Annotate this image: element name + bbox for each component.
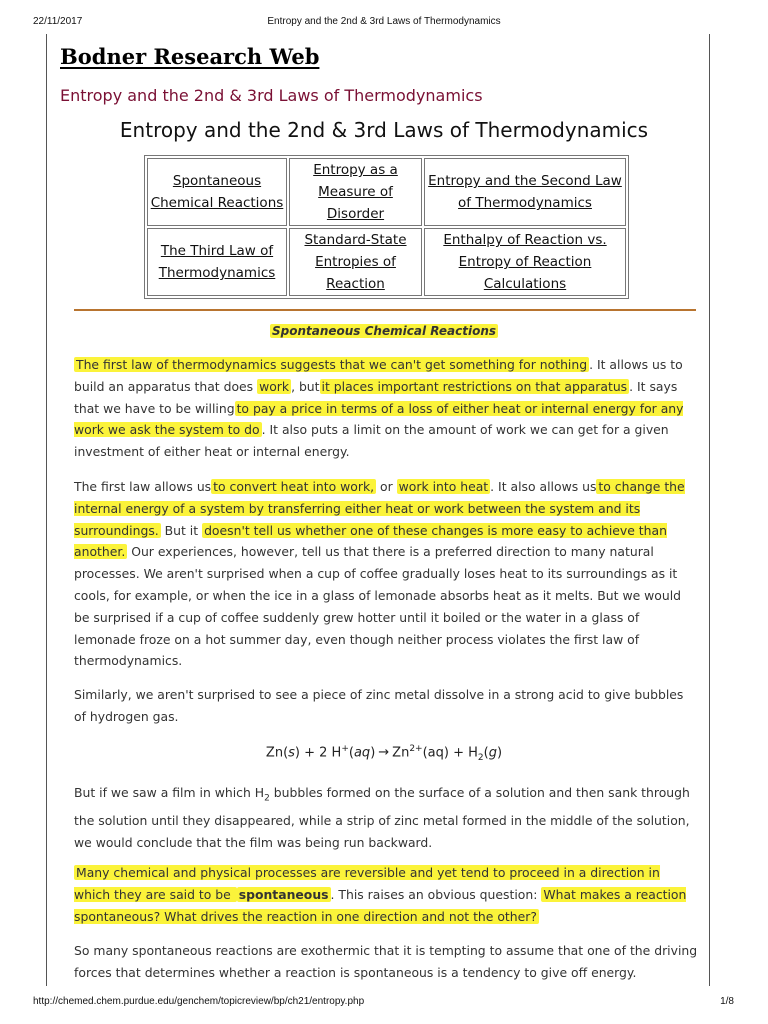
sub-heading <box>0 324 768 338</box>
paragraph-zinc-acid: Similarly, we aren't surprised to see a piece of zinc metal dissolve in a strong acid to give bubbles of hydrogen gas. <box>74 687 684 724</box>
page-frame-left <box>46 34 47 986</box>
chemical-equation: Zn(s) + 2 $H^+(aq) \to Zn^{2+}(aq) + H_2(g)$ <box>265 744 503 763</box>
nav-link-standard-state-entropies[interactable]: Standard-State Entropies of Reaction <box>289 228 422 296</box>
print-header <box>0 16 768 32</box>
section-title: Entropy and the 2nd & 3rd Laws of Thermodynamics <box>60 86 483 105</box>
nav-link-entropy-disorder[interactable]: Entropy as a Measure of Disorder <box>289 158 422 226</box>
nav-link-spontaneous-reactions[interactable]: Spontaneous Chemical Reactions <box>147 158 287 226</box>
print-title: Entropy and the 2nd & 3rd Laws of Thermodynamics <box>267 16 501 27</box>
nav-link-third-law[interactable]: The Third Law of Thermodynamics <box>147 228 287 296</box>
section-divider <box>74 309 696 311</box>
print-footer <box>0 996 768 1012</box>
print-date: 22/11/2017 <box>33 16 83 27</box>
sub-heading-text: Spontaneous Chemical Reactions <box>271 324 497 338</box>
page-number: 1/8 <box>720 996 734 1007</box>
paragraph-exothermic: So many spontaneous reactions are exothermic that it is tempting to assume that one of the driving forces that determines whether a reaction is spontaneous is a tendency to give off energy. <box>74 943 698 980</box>
print-url: http://chemed.chem.purdue.edu/genchem/topicreview/bp/ch21/entropy.php <box>33 996 365 1007</box>
nav-link-enthalpy-vs-entropy[interactable]: Enthalpy of Reaction vs. Entropy of Reaction Calculations <box>424 228 626 296</box>
paragraph-first-law: The first law of thermodynamics suggests that we can't get something for nothing . It allows us to build an apparatus that does work , but it places important restrictions on that apparatus . It says that we have to be willing to pay a price in terms of a loss of either heat or internal energy for any work we ask the system to do . It also puts a limit on the amount of work we can get for a given investment of either heat or internal energy. <box>74 357 684 460</box>
paragraph-spontaneous: Many chemical and physical processes are reversible and yet tend to proceed in a direction in which they are said to be spontaneous . This raises an obvious question: What makes a reaction spontaneous? What drives the reaction in one direction and not the other? <box>74 865 687 924</box>
page-title: Entropy and the 2nd & 3rd Laws of Thermodynamics <box>119 118 649 142</box>
site-name[interactable]: Bodner Research Web <box>60 44 320 69</box>
nav-link-second-law[interactable]: Entropy and the Second Law of Thermodynamics <box>424 158 626 226</box>
paragraph-film-backward: But if we saw a film in which $H_2$ bubbles formed on the surface of a solution and then sank through the solution until they disappeared, while a strip of zinc metal formed in the middle of the solution, we would conclude that the film was being run backward. <box>74 785 690 851</box>
arrow-icon: → <box>378 745 390 761</box>
page-frame-right <box>709 34 710 986</box>
paragraph-heat-work: The first law allows us to convert heat into work, or work into heat . It also allows us to change the internal energy of a system by transferring either heat or work between the system and its surroundings. But it doesn't tell us whether one of these changes is more easy to achieve than another. Our experiences, however, tell us that there is a preferred direction to many natural processes. We aren't surprised when a cup of coffee gradually loses heat to its surroundings as it cools, for example, or when the ice in a glass of lemonade absorbs heat as it melts. But we would be surprised if a cup of coffee suddenly grew hotter until it boiled or the water in a glass of lemonade froze on a hot summer day, even though neither process violates the first law of thermodynamics. <box>74 479 685 669</box>
topic-nav-table <box>144 155 629 299</box>
